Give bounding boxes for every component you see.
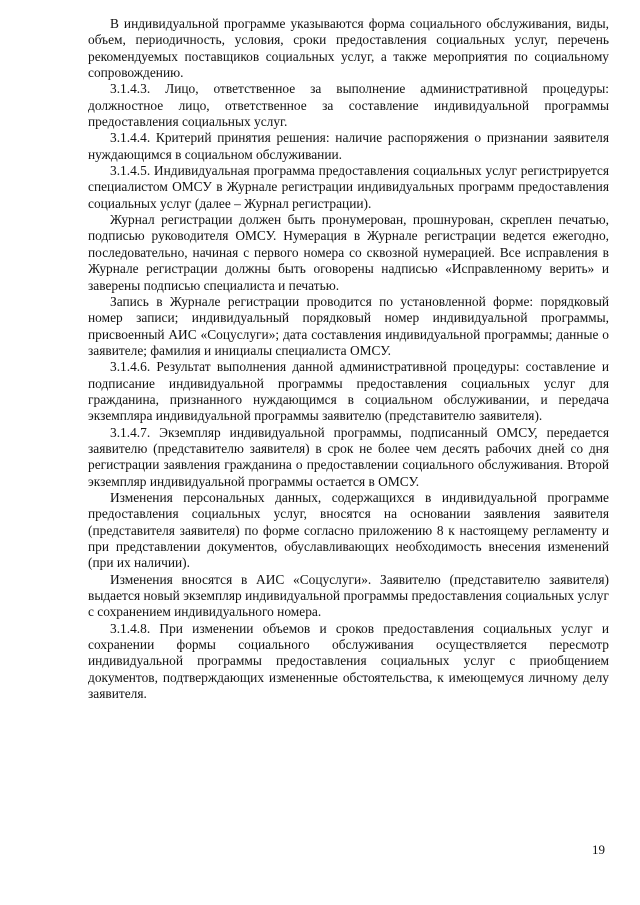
paragraph-journal-entry: Запись в Журнале регистрации проводится по установленной форме: порядковый номер записи; индивидуальный порядковый номер индивидуальной программы, присвоенный АИС «Соцуслуги»; дата составления индивидуальной программы; данные о заявителе; фамилия и инициалы специалиста ОМСУ. bbox=[88, 293, 609, 358]
paragraph-program-contents: В индивидуальной программе указываются форма социального обслуживания, виды, объем, периодичность, условия, сроки предоставления социальных услуг, перечень рекомендуемых поставщиков социальных услуг, а также мероприятия по социальному сопровождению. bbox=[88, 16, 609, 81]
document-body bbox=[88, 16, 609, 702]
paragraph-personal-data-changes: Изменения персональных данных, содержащихся в индивидуальной программе предоставления социальных услуг, вносятся на основании заявления заявителя (представителя заявителя) по форме согласно приложению 8 к настоящему регламенту и при представлении документов, обуславливающих необходимость внесения изменений (при их наличии). bbox=[88, 489, 609, 571]
paragraph-3-1-4-7: 3.1.4.7. Экземпляр индивидуальной программы, подписанный ОМСУ, передается заявителю (представителю заявителя) в срок не более чем десять рабочих дней со дня регистрации заявления гражданина о предоставлении социального обслуживания. Второй экземпляр индивидуальной программы остается в ОМСУ. bbox=[88, 424, 609, 489]
paragraph-3-1-4-5: 3.1.4.5. Индивидуальная программа предоставления социальных услуг регистрируется специалистом ОМСУ в Журнале регистрации индивидуальных программ предоставления социальных услуг (далее – Журнал регистрации). bbox=[88, 163, 609, 211]
paragraph-3-1-4-8: 3.1.4.8. При изменении объемов и сроков предоставления социальных услуг и сохранении формы социального обслуживания осуществляется пересмотр индивидуальной программы предоставления социальных услуг с приобщением документов, подтверждающих измененные обстоятельства, к имеющемуся личному делу заявителя. bbox=[88, 620, 609, 702]
paragraph-3-1-4-4: 3.1.4.4. Критерий принятия решения: наличие распоряжения о признании заявителя нуждающимся в социальном обслуживании. bbox=[88, 130, 609, 162]
paragraph-3-1-4-6: 3.1.4.6. Результат выполнения данной административной процедуры: составление и подписание индивидуальной программы предоставления социальных услуг для гражданина, признанного нуждающимся в социальном обслуживании, и передача экземпляра индивидуальной программы заявителю (представителю заявителя). bbox=[88, 359, 609, 424]
paragraph-journal-requirements: Журнал регистрации должен быть пронумерован, прошнурован, скреплен печатью, подписью руководителя ОМСУ. Нумерация в Журнале регистрации ведется ежегодно, последовательно, начиная с первого номера со сквозной нумерацией. Все исправления в Журнале регистрации должны быть оговорены надписью «Исправленному верить» и заверены подписью специалиста и печатью. bbox=[88, 212, 609, 293]
paragraph-ais-changes: Изменения вносятся в АИС «Соцуслуги». Заявителю (представителю заявителя) выдается новый экземпляр индивидуальной программы предоставления социальных услуг с сохранением индивидуального номера. bbox=[88, 571, 609, 620]
paragraph-3-1-4-3: 3.1.4.3. Лицо, ответственное за выполнение административной процедуры: должностное лицо, ответственное за составление индивидуальной программы предоставления социальных услуг. bbox=[88, 81, 609, 130]
page-number: 19 bbox=[592, 842, 605, 857]
